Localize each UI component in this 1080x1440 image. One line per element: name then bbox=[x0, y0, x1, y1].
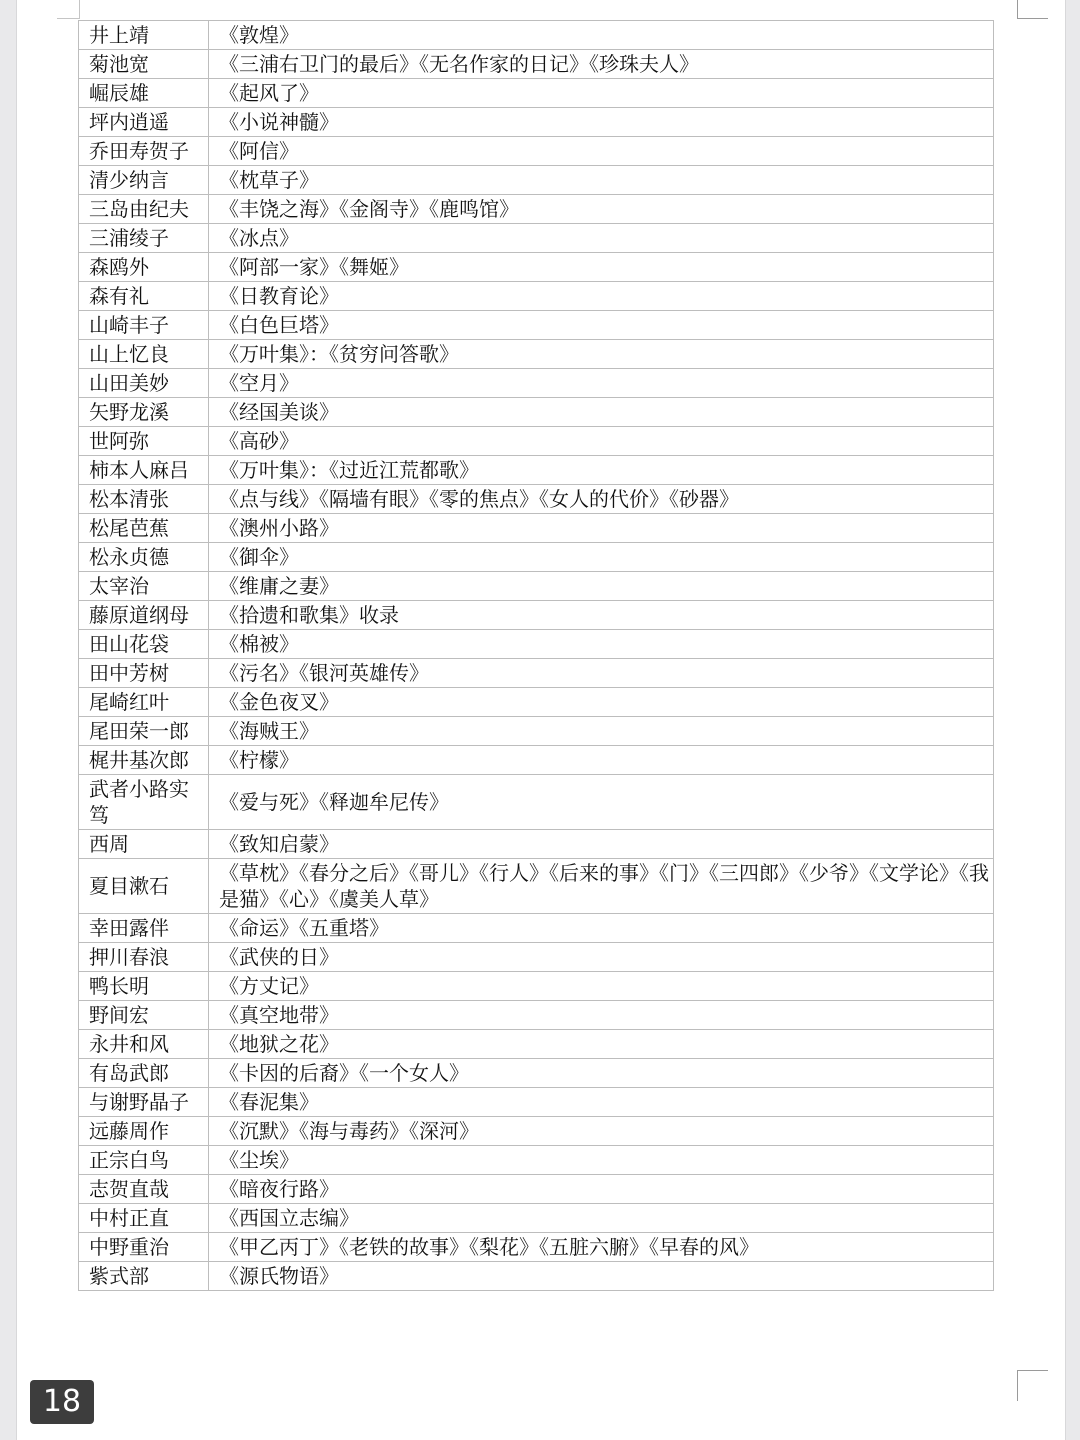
author-cell: 中野重治 bbox=[79, 1233, 209, 1262]
author-cell: 志贺直哉 bbox=[79, 1175, 209, 1204]
author-cell: 西周 bbox=[79, 830, 209, 859]
works-cell: 《御伞》 bbox=[209, 543, 994, 572]
table-row bbox=[79, 1030, 994, 1059]
works-cell: 《万叶集》：《过近江荒都歌》 bbox=[209, 456, 994, 485]
works-cell: 《源氏物语》 bbox=[209, 1262, 994, 1291]
table-row bbox=[79, 253, 994, 282]
table-row bbox=[79, 514, 994, 543]
works-cell: 《枕草子》 bbox=[209, 166, 994, 195]
works-cell: 《敦煌》 bbox=[209, 21, 994, 50]
table-row bbox=[79, 21, 994, 50]
author-cell: 藤原道纲母 bbox=[79, 601, 209, 630]
table-row bbox=[79, 485, 994, 514]
author-cell: 世阿弥 bbox=[79, 427, 209, 456]
works-cell: 《小说神髓》 bbox=[209, 108, 994, 137]
works-cell: 《尘埃》 bbox=[209, 1146, 994, 1175]
author-cell: 永井和风 bbox=[79, 1030, 209, 1059]
table-row bbox=[79, 50, 994, 79]
works-cell: 《爱与死》《释迦牟尼传》 bbox=[209, 775, 994, 830]
author-cell: 矢野龙溪 bbox=[79, 398, 209, 427]
table-row bbox=[79, 427, 994, 456]
works-cell: 《春泥集》 bbox=[209, 1088, 994, 1117]
author-cell: 田山花袋 bbox=[79, 630, 209, 659]
author-cell: 清少纳言 bbox=[79, 166, 209, 195]
table-row bbox=[79, 195, 994, 224]
author-cell: 紫式部 bbox=[79, 1262, 209, 1291]
works-cell: 《维庸之妻》 bbox=[209, 572, 994, 601]
author-cell: 远藤周作 bbox=[79, 1117, 209, 1146]
author-cell: 山田美妙 bbox=[79, 369, 209, 398]
author-cell: 崛辰雄 bbox=[79, 79, 209, 108]
table-row bbox=[79, 369, 994, 398]
works-cell: 《污名》《银河英雄传》 bbox=[209, 659, 994, 688]
table-row bbox=[79, 543, 994, 572]
works-cell: 《草枕》《春分之后》《哥儿》《行人》《后来的事》《门》《三四郎》《少爷》《文学论》《我是猫》《心》《虞美人草》 bbox=[209, 859, 994, 914]
author-cell: 菊池宽 bbox=[79, 50, 209, 79]
table-row bbox=[79, 630, 994, 659]
author-cell: 野间宏 bbox=[79, 1001, 209, 1030]
author-cell: 松尾芭蕉 bbox=[79, 514, 209, 543]
author-cell: 太宰治 bbox=[79, 572, 209, 601]
author-cell: 武者小路实笃 bbox=[79, 775, 209, 830]
table-row bbox=[79, 282, 994, 311]
author-cell: 坪内逍遥 bbox=[79, 108, 209, 137]
table-row bbox=[79, 456, 994, 485]
author-cell: 三岛由纪夫 bbox=[79, 195, 209, 224]
works-cell: 《阿信》 bbox=[209, 137, 994, 166]
table-row bbox=[79, 1262, 994, 1291]
works-cell: 《冰点》 bbox=[209, 224, 994, 253]
table-row bbox=[79, 1088, 994, 1117]
works-cell: 《卡因的后裔》《一个女人》 bbox=[209, 1059, 994, 1088]
table-row bbox=[79, 1146, 994, 1175]
author-cell: 三浦绫子 bbox=[79, 224, 209, 253]
table-body bbox=[79, 21, 994, 1291]
works-cell: 《海贼王》 bbox=[209, 717, 994, 746]
author-cell: 松本清张 bbox=[79, 485, 209, 514]
table-row bbox=[79, 859, 994, 914]
author-cell: 鸭长明 bbox=[79, 972, 209, 1001]
works-cell: 《白色巨塔》 bbox=[209, 311, 994, 340]
works-cell: 《致知启蒙》 bbox=[209, 830, 994, 859]
table-row bbox=[79, 311, 994, 340]
works-cell: 《点与线》《隔墙有眼》《零的焦点》《女人的代价》《砂器》 bbox=[209, 485, 994, 514]
works-cell: 《阿部一家》《舞姬》 bbox=[209, 253, 994, 282]
table-row bbox=[79, 108, 994, 137]
works-cell: 《命运》《五重塔》 bbox=[209, 914, 994, 943]
author-cell: 柿本人麻吕 bbox=[79, 456, 209, 485]
table-row bbox=[79, 572, 994, 601]
works-cell: 《柠檬》 bbox=[209, 746, 994, 775]
table-row bbox=[79, 1233, 994, 1262]
table-row bbox=[79, 1175, 994, 1204]
table-row bbox=[79, 914, 994, 943]
table-row bbox=[79, 166, 994, 195]
works-cell: 《方丈记》 bbox=[209, 972, 994, 1001]
table-row bbox=[79, 830, 994, 859]
author-cell: 山崎丰子 bbox=[79, 311, 209, 340]
author-cell: 森有礼 bbox=[79, 282, 209, 311]
author-cell: 尾田荣一郎 bbox=[79, 717, 209, 746]
author-cell: 正宗白鸟 bbox=[79, 1146, 209, 1175]
works-cell: 《武侠的日》 bbox=[209, 943, 994, 972]
works-cell: 《西国立志编》 bbox=[209, 1204, 994, 1233]
page-number-badge: 18 bbox=[30, 1380, 94, 1424]
works-cell: 《起风了》 bbox=[209, 79, 994, 108]
author-cell: 尾崎红叶 bbox=[79, 688, 209, 717]
author-cell: 梶井基次郎 bbox=[79, 746, 209, 775]
author-cell: 中村正直 bbox=[79, 1204, 209, 1233]
table-row bbox=[79, 224, 994, 253]
author-cell: 井上靖 bbox=[79, 21, 209, 50]
table-row bbox=[79, 1204, 994, 1233]
table-row bbox=[79, 1117, 994, 1146]
table-row bbox=[79, 688, 994, 717]
works-cell: 《高砂》 bbox=[209, 427, 994, 456]
works-cell: 《沉默》《海与毒药》《深河》 bbox=[209, 1117, 994, 1146]
table-row bbox=[79, 775, 994, 830]
crop-mark-top-left bbox=[57, 0, 80, 19]
crop-mark-top-right bbox=[1017, 0, 1048, 19]
works-cell: 《丰饶之海》《金阁寺》《鹿鸣馆》 bbox=[209, 195, 994, 224]
works-cell: 《拾遗和歌集》收录 bbox=[209, 601, 994, 630]
author-cell: 夏目漱石 bbox=[79, 859, 209, 914]
author-cell: 松永贞德 bbox=[79, 543, 209, 572]
author-cell: 山上忆良 bbox=[79, 340, 209, 369]
table-row bbox=[79, 137, 994, 166]
author-cell: 田中芳树 bbox=[79, 659, 209, 688]
works-cell: 《三浦右卫门的最后》《无名作家的日记》《珍珠夫人》 bbox=[209, 50, 994, 79]
works-cell: 《地狱之花》 bbox=[209, 1030, 994, 1059]
works-cell: 《金色夜叉》 bbox=[209, 688, 994, 717]
table-row bbox=[79, 943, 994, 972]
author-cell: 与谢野晶子 bbox=[79, 1088, 209, 1117]
author-cell: 有岛武郎 bbox=[79, 1059, 209, 1088]
author-cell: 押川春浪 bbox=[79, 943, 209, 972]
table-row bbox=[79, 398, 994, 427]
table-row bbox=[79, 79, 994, 108]
works-cell: 《甲乙丙丁》《老铁的故事》《梨花》《五脏六腑》《早春的风》 bbox=[209, 1233, 994, 1262]
crop-mark-bottom-right bbox=[1017, 1370, 1048, 1401]
table-row bbox=[79, 340, 994, 369]
table-row bbox=[79, 746, 994, 775]
author-works-table bbox=[78, 20, 994, 1291]
works-cell: 《棉被》 bbox=[209, 630, 994, 659]
table-row bbox=[79, 1001, 994, 1030]
table-row bbox=[79, 972, 994, 1001]
table-row bbox=[79, 1059, 994, 1088]
author-cell: 乔田寿贺子 bbox=[79, 137, 209, 166]
author-cell: 森鸥外 bbox=[79, 253, 209, 282]
works-cell: 《澳州小路》 bbox=[209, 514, 994, 543]
works-cell: 《日教育论》 bbox=[209, 282, 994, 311]
works-cell: 《经国美谈》 bbox=[209, 398, 994, 427]
works-cell: 《空月》 bbox=[209, 369, 994, 398]
table-row bbox=[79, 601, 994, 630]
author-cell: 幸田露伴 bbox=[79, 914, 209, 943]
table-row bbox=[79, 717, 994, 746]
works-cell: 《真空地带》 bbox=[209, 1001, 994, 1030]
works-cell: 《暗夜行路》 bbox=[209, 1175, 994, 1204]
works-cell: 《万叶集》：《贫穷问答歌》 bbox=[209, 340, 994, 369]
table-row bbox=[79, 659, 994, 688]
